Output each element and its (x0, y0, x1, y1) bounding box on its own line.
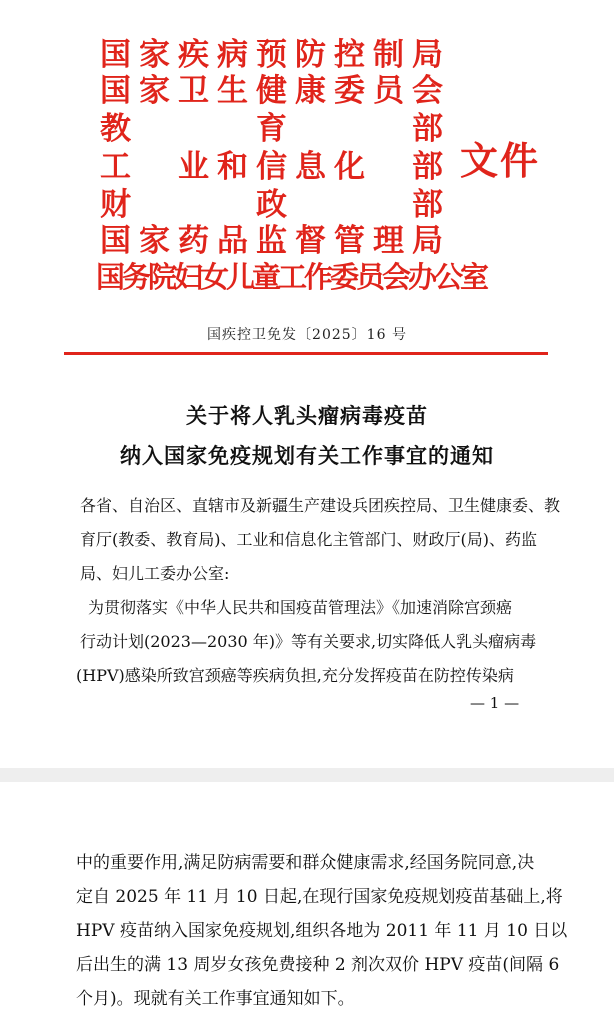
title-line-1: 关于将人乳头瘤病毒疫苗 (186, 403, 428, 428)
issuer-char: 息 (295, 149, 326, 185)
issuer-char: 化 (334, 149, 365, 185)
issuer-name (96, 260, 486, 294)
issuer-char: 督 (295, 223, 326, 259)
issuer-char: 药 (178, 223, 209, 259)
issuer-char: 局 (412, 223, 443, 259)
issuer-char: 委 (334, 73, 365, 109)
issuer-char (369, 150, 408, 184)
body-line: 各省、自治区、直辖市及新疆生产建设兵团疾控局、卫生健康委、教 (80, 496, 561, 515)
body-line: HPV 疫苗纳入国家免疫规划,组织各地为 2011 年 11 月 10 日以 (76, 921, 568, 941)
issuer-char (291, 112, 330, 146)
issuer-char: 国 (100, 73, 131, 109)
issuer-char: 品 (217, 223, 248, 259)
issuer-char: 控 (334, 37, 365, 73)
issuer-char: 康 (295, 73, 326, 109)
issuer-char (213, 112, 252, 146)
issuer-char (369, 188, 408, 222)
body-line: 后出生的满 13 周岁女孩免费接种 2 剂次双价 HPV 疫苗(间隔 6 (76, 955, 560, 975)
issuer-char: 信 (256, 149, 287, 185)
issuer-name (96, 38, 447, 72)
issuer-char (135, 188, 174, 222)
page-gap (0, 768, 614, 782)
issuer-char: 家 (139, 37, 170, 73)
issuer-char (291, 188, 330, 222)
body-line: 局、妇儿工委办公室: (80, 564, 230, 583)
body-line: 中的重要作用,满足防病需要和群众健康需求,经国务院同意,决 (76, 853, 535, 873)
body-line: 行动计划(2023—2030 年)》等有关要求,切实降低人乳头瘤病毒 (80, 632, 537, 651)
document-label: 文件 (460, 139, 541, 183)
issuer-char: 健 (256, 73, 287, 109)
issuer-char: 家 (139, 223, 170, 259)
issuer-char: 工 (100, 149, 131, 185)
body-line: 个月)。现就有关工作事宜通知如下。 (76, 989, 355, 1009)
issuer-char (330, 188, 369, 222)
issuer-char: 病 (217, 37, 248, 73)
issuer-name (96, 224, 447, 258)
issuer-char: 员 (373, 73, 404, 109)
issuer-char (174, 188, 213, 222)
issuer-name (96, 74, 447, 108)
issuer-name (96, 150, 447, 184)
issuer-char: 理 (373, 223, 404, 259)
issuer-char: 和 (217, 149, 248, 185)
body-line: 育厅(教委、教育局)、工业和信息化主管部门、财政厅(局)、药监 (80, 530, 537, 549)
document-page-2 (0, 782, 614, 1024)
issuer-char: 政 (256, 187, 287, 223)
issuer-char: 疾 (178, 37, 209, 73)
issuer-char: 部 (412, 149, 443, 185)
title-line-2: 纳入国家免疫规划有关工作事宜的通知 (120, 443, 494, 468)
issuer-name (96, 112, 447, 146)
body-line: (HPV)感染所致宫颈癌等疾病负担,充分发挥疫苗在防控传染病 (76, 666, 514, 685)
issuer-char: 制 (373, 37, 404, 73)
issuer-char: 部 (412, 111, 443, 147)
page-number: — 1 — (470, 694, 520, 712)
issuer-char: 局 (412, 37, 443, 73)
issuer-char: 业 (178, 149, 209, 185)
issuer-name-text: 国务院妇女儿童工作委员会办公室 (96, 260, 487, 294)
body-line: 为贯彻落实《中华人民共和国疫苗管理法》《加速消除宫颈癌 (88, 598, 513, 617)
issuer-char (213, 188, 252, 222)
issuer-name (96, 188, 447, 222)
issuer-char: 国 (100, 37, 131, 73)
issuer-char: 生 (217, 73, 248, 109)
issuer-char: 教 (100, 111, 131, 147)
issuer-char (135, 112, 174, 146)
issuer-char (135, 150, 174, 184)
issuer-char: 管 (334, 223, 365, 259)
issuer-char: 部 (412, 187, 443, 223)
document-number: 国疾控卫免发〔2025〕16 号 (207, 327, 407, 343)
body-line: 定自 2025 年 11 月 10 日起,在现行国家免疫规划疫苗基础上,将 (76, 887, 563, 907)
issuer-char: 财 (100, 187, 131, 223)
issuer-char: 育 (256, 111, 287, 147)
issuer-char: 会 (412, 73, 443, 109)
issuer-char: 国 (100, 223, 131, 259)
issuer-char: 监 (256, 223, 287, 259)
issuer-char (330, 112, 369, 146)
issuer-char: 卫 (178, 73, 209, 109)
issuer-char: 家 (139, 73, 170, 109)
issuer-char (174, 112, 213, 146)
issuer-char (369, 112, 408, 146)
issuer-char: 防 (295, 37, 326, 73)
issuer-char: 预 (256, 37, 287, 73)
red-separator-line (64, 352, 548, 355)
